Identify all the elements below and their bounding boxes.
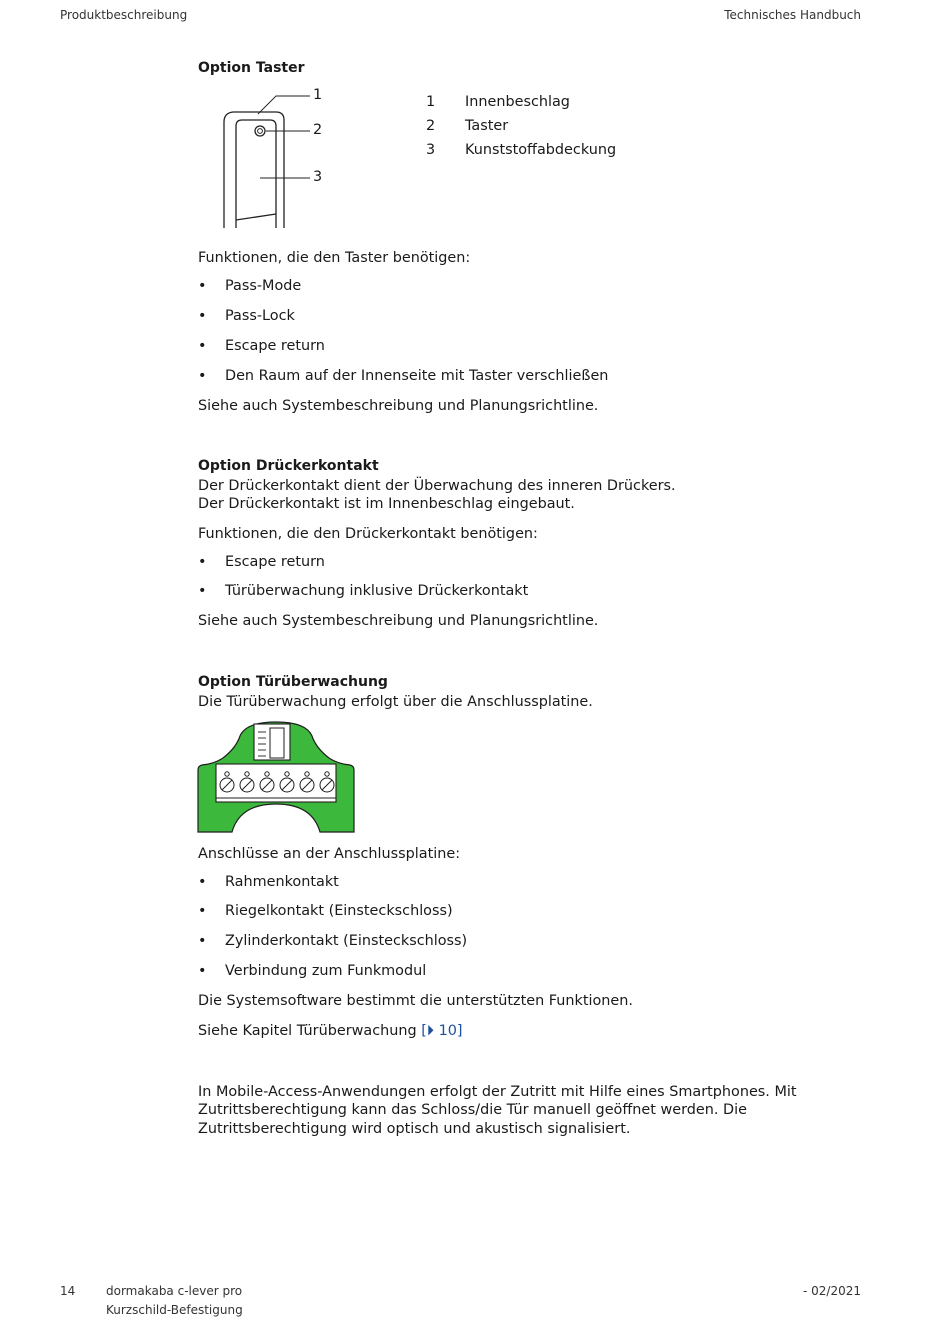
bullet-icon: • [198,903,207,919]
legend-num: 3 [426,142,436,158]
chapter-link[interactable]: [⏵ 10] [421,1023,463,1039]
bullet-icon: • [198,554,207,570]
mobile-access-line2: Zutrittsberechtigung kann das Schloss/die Tür manuell geöffnet werden. Die [198,1102,747,1118]
see-chapter-text: Siehe Kapitel Türüberwachung [198,1023,422,1039]
legend-num: 1 [426,94,436,110]
footer-date: - 02/2021 [803,1284,861,1298]
drueckerkontakt-intro: Funktionen, die den Drückerkontakt benötigen: [198,526,538,542]
drueckerkontakt-line2: Der Drückerkontakt ist im Innenbeschlag eingebaut. [198,496,575,512]
footer-subtitle: Kurzschild-Befestigung [106,1303,243,1317]
header-left: Produktbeschreibung [60,8,188,22]
legend-label: Taster [465,118,509,134]
callout-1: 1 [313,87,323,103]
callout-3: 3 [313,169,323,185]
see-chapter [198,1022,463,1041]
bullet-icon: • [198,933,207,949]
mobile-access-line3: Zutrittsberechtigung wird optisch und akustisch signalisiert. [198,1121,631,1137]
page-number: 14 [60,1284,76,1298]
bullet-icon: • [198,963,207,979]
callout-2: 2 [313,122,323,138]
mobile-access-line1: In Mobile-Access-Anwendungen erfolgt der Zutritt mit Hilfe eines Smartphones. Mit [198,1084,797,1100]
anschlussplatine-drawing [196,720,358,836]
taster-button-icon [255,126,265,136]
legend-label: Innenbeschlag [465,94,570,110]
taster-see-also: Siehe auch Systembeschreibung und Planungsrichtline. [198,398,599,414]
drueckerkontakt-line1: Der Drückerkontakt dient der Überwachung des inneren Drückers. [198,478,676,494]
footer-product: dormakaba c-lever pro [106,1284,243,1298]
bullet-icon: • [198,583,207,599]
legend-label: Kunststoffabdeckung [465,142,617,158]
systemsoftware-note: Die Systemsoftware bestimmt die unterstützten Funktionen. [198,993,633,1009]
bullet-icon: • [198,308,207,324]
heading-option-tuerueberwachung: Option Türüberwachung [198,674,388,690]
anschluesse-intro: Anschlüsse an der Anschlussplatine: [198,846,461,862]
taster-intro: Funktionen, die den Taster benötigen: [198,250,471,266]
bullet-icon: • [198,278,207,294]
innenbeschlag-drawing [210,84,340,232]
tuerueberwachung-line1: Die Türüberwachung erfolgt über die Anschlussplatine. [198,694,593,710]
bullet-icon: • [198,874,207,890]
bullet-icon: • [198,368,207,384]
bullet-icon: • [198,338,207,354]
header-right: Technisches Handbuch [724,8,861,22]
heading-option-drueckerkontakt: Option Drückerkontakt [198,458,379,474]
legend-num: 2 [426,118,436,134]
drueckerkontakt-see-also: Siehe auch Systembeschreibung und Planungsrichtline. [198,613,599,629]
heading-option-taster: Option Taster [198,60,305,76]
